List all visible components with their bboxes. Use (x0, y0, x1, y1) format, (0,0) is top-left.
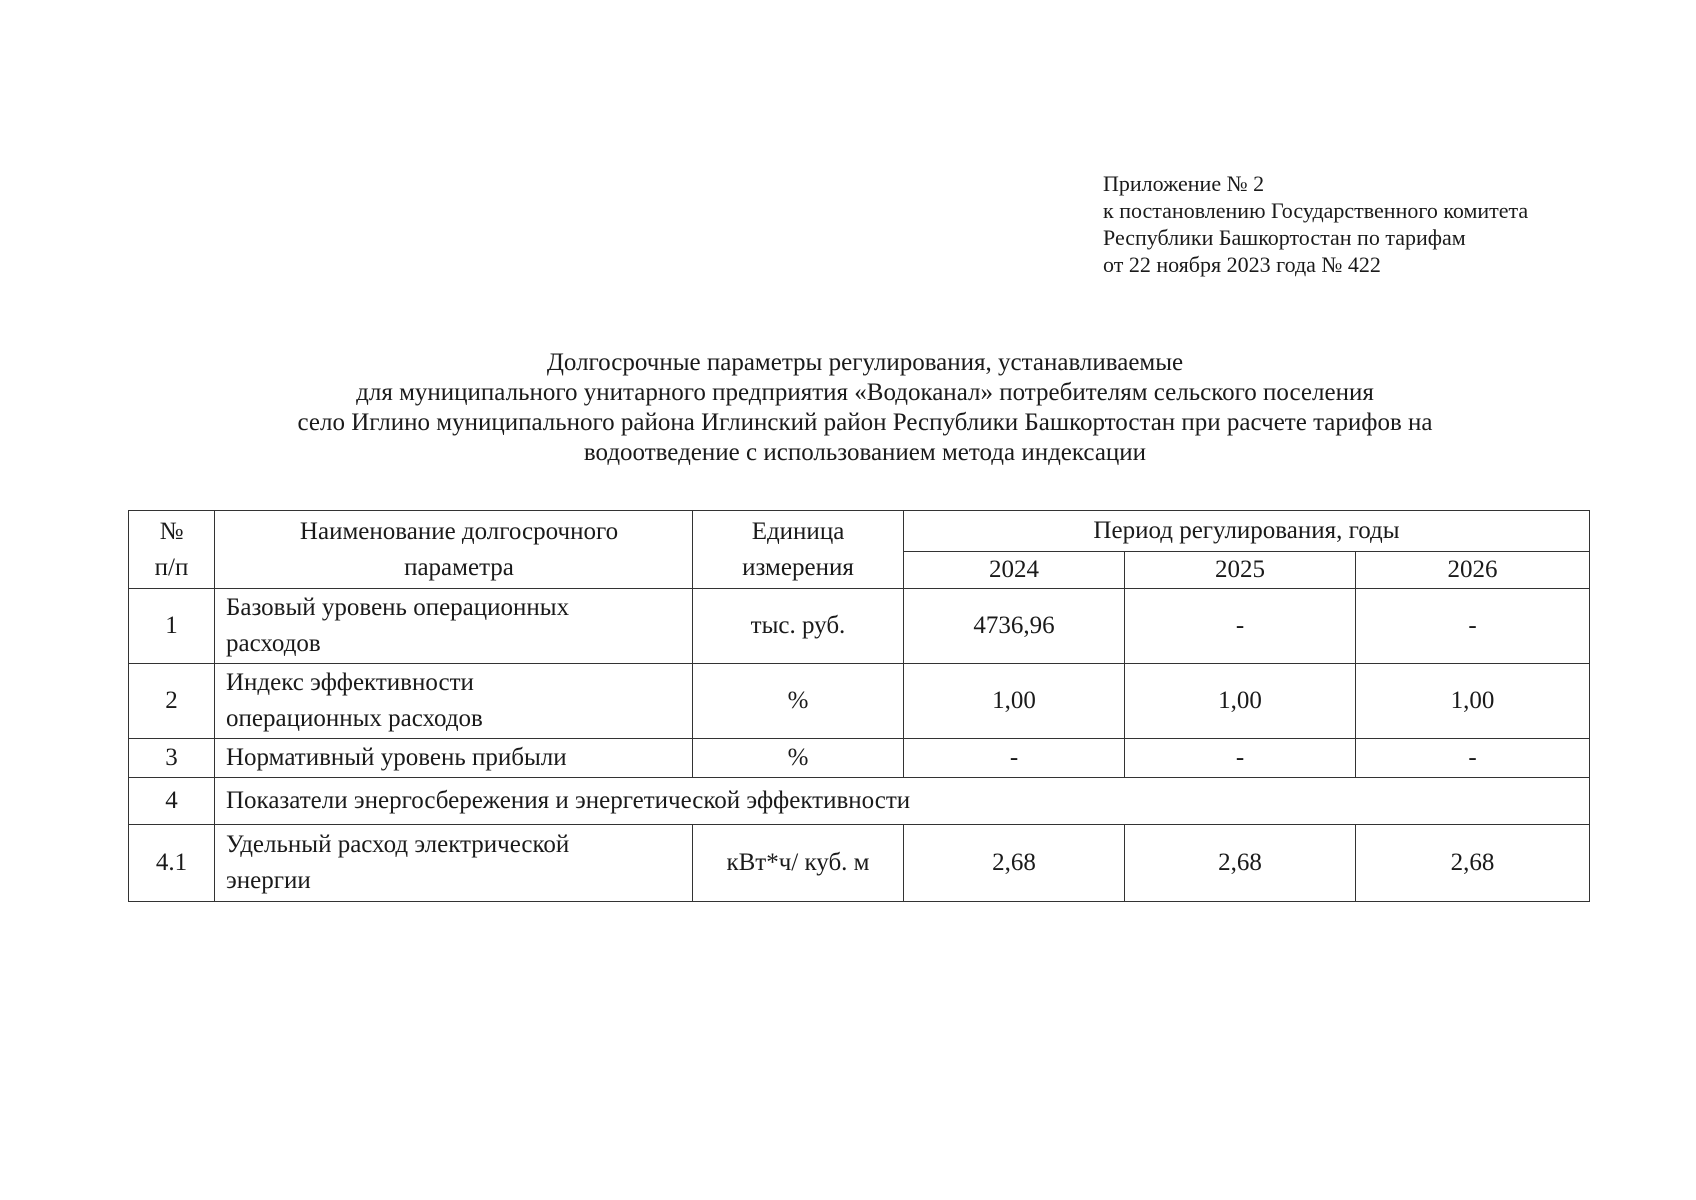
row-name-line: энергии (226, 867, 311, 894)
header-name-line: параметра (404, 553, 514, 581)
table-header-row (129, 511, 1590, 552)
row-unit: % (693, 664, 904, 739)
table-row (129, 825, 1590, 902)
row-unit: % (693, 739, 904, 778)
header-period: Период регулирования, годы (904, 511, 1590, 552)
row-unit: тыс. руб. (693, 589, 904, 664)
header-year: 2025 (1125, 552, 1356, 589)
row-name: Нормативный уровень прибыли (215, 739, 693, 778)
row-name (215, 825, 693, 902)
row-name-line: операционных расходов (226, 705, 483, 732)
row-num: 4.1 (129, 825, 215, 902)
row-value: - (1125, 739, 1356, 778)
row-value: 2,68 (904, 825, 1125, 902)
parameters-table (128, 510, 1590, 902)
header-unit-line: Единица (751, 517, 845, 545)
row-value: - (1125, 589, 1356, 664)
row-name-line: Базовый уровень операционных (226, 594, 570, 621)
section-title: Показатели энергосбережения и энергетической эффективности (215, 778, 1590, 825)
table-section-row (129, 778, 1590, 825)
row-num: 3 (129, 739, 215, 778)
row-num: 1 (129, 589, 215, 664)
title-line: водоотведение с использованием метода индексации (583, 439, 1147, 466)
row-name (215, 664, 693, 739)
table-row (129, 664, 1590, 739)
row-value: 4736,96 (904, 589, 1125, 664)
appendix-block (1103, 170, 1528, 278)
appendix-line: Республики Башкортостан по тарифам (1103, 225, 1466, 250)
row-num: 2 (129, 664, 215, 739)
row-value: - (904, 739, 1125, 778)
header-name (215, 511, 693, 589)
header-unit (693, 511, 904, 589)
row-value: 1,00 (1125, 664, 1356, 739)
title-line: село Иглино муниципального района Иглинский район Республики Башкортостан при расчете тарифов на (297, 409, 1433, 436)
appendix-line: от 22 ноября 2023 года № 422 (1103, 252, 1381, 277)
title-line: Долгосрочные параметры регулирования, устанавливаемые (546, 349, 1184, 376)
title-line: для муниципального унитарного предприятия «Водоканал» потребителям сельского поселения (356, 379, 1374, 406)
row-name-line: Индекс эффективности (226, 669, 474, 696)
header-year: 2024 (904, 552, 1125, 589)
row-name-line: расходов (226, 630, 321, 657)
table-row (129, 589, 1590, 664)
header-unit-line: измерения (742, 553, 854, 581)
header-num-line: № (159, 517, 184, 545)
header-num-line: п/п (154, 553, 189, 581)
row-value: 1,00 (1356, 664, 1590, 739)
row-name (215, 589, 693, 664)
row-value: 2,68 (1356, 825, 1590, 902)
header-name-line: Наименование долгосрочного (299, 517, 619, 545)
document-title (150, 348, 1580, 468)
row-value: - (1356, 589, 1590, 664)
row-value: - (1356, 739, 1590, 778)
table-row (129, 739, 1590, 778)
header-year: 2026 (1356, 552, 1590, 589)
row-num: 4 (129, 778, 215, 825)
appendix-line: к постановлению Государственного комитета (1103, 198, 1529, 223)
header-num (129, 511, 215, 589)
appendix-line: Приложение № 2 (1103, 171, 1265, 196)
row-value: 1,00 (904, 664, 1125, 739)
row-unit: кВт*ч/ куб. м (693, 825, 904, 902)
row-value: 2,68 (1125, 825, 1356, 902)
row-name-line: Удельный расход электрической (226, 831, 570, 858)
